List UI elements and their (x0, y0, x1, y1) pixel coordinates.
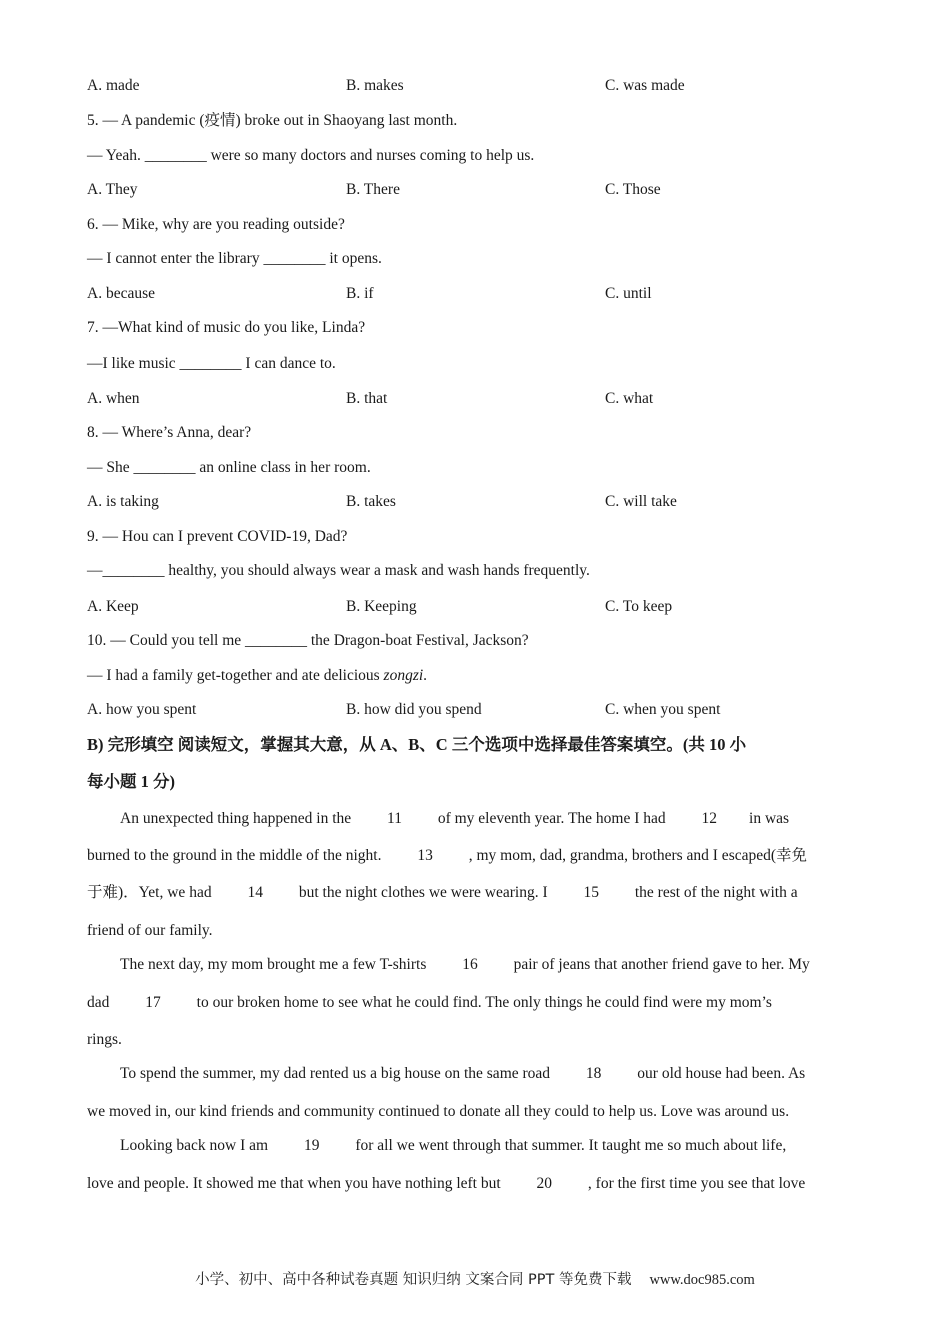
blank-number: 16 (462, 956, 478, 973)
q5-option-c: C. Those (605, 181, 661, 198)
blank-number: 14 (247, 884, 263, 901)
q10-option-b: B. how did you spend (346, 701, 482, 718)
footer-text: 小学、初中、高中各种试卷真题 知识归纳 文案合同 PPT 等免费下载 (195, 1272, 632, 1288)
q6-question: 6. — Mike, why are you reading outside? (87, 216, 345, 233)
text: , for the first time you see that love (584, 1175, 806, 1192)
passage-p2-line1 (120, 955, 896, 975)
q10-answer-pre: — I had a family get-together and ate delicious (87, 667, 384, 684)
page-footer (0, 1270, 950, 1290)
text: of my eleventh year. The home I had (433, 810, 670, 827)
passage-p4-line1 (120, 1136, 896, 1156)
q10-answer (87, 666, 427, 686)
text: Looking back now I am (120, 1137, 272, 1154)
blank-number: 17 (145, 994, 161, 1011)
cloze-blank-15 (551, 883, 631, 903)
q7-option-b: B. that (346, 390, 388, 407)
passage-p3-line2: we moved in, our kind friends and community continued to donate all they could to help us. Love was around us. (87, 1103, 790, 1120)
q7-option-a: A. when (87, 390, 140, 407)
q10-option-c: C. when you spent (605, 701, 721, 718)
passage-p1-line2 (87, 846, 863, 866)
q5-option-b: B. There (346, 181, 400, 198)
cloze-blank-20 (505, 1174, 585, 1194)
blank-number: 20 (536, 1175, 553, 1192)
text: dad (87, 994, 114, 1011)
q7-question: 7. —What kind of music do you like, Linda? (87, 319, 366, 336)
text: but the night clothes we were wearing. I (294, 884, 552, 901)
q5-answer: — Yeah. ________ were so many doctors and nurses coming to help us. (87, 147, 535, 164)
blank-number: 18 (585, 1065, 602, 1082)
passage-p1-line1 (120, 809, 896, 829)
q9-answer: —________ healthy, you should always wear a mask and wash hands frequently. (87, 562, 590, 579)
blank-number: 11 (387, 810, 402, 827)
q6-option-c: C. until (605, 285, 652, 302)
text: To spend the summer, my dad rented us a big house on the same road (120, 1065, 554, 1082)
passage-p4-line2 (87, 1174, 863, 1194)
text: pair of jeans that another friend gave to her. My (509, 956, 810, 973)
q4-option-b: B. makes (346, 77, 404, 94)
cloze-blank-17 (113, 993, 193, 1013)
text: our old house had been. As (633, 1065, 806, 1082)
text: in was (749, 810, 790, 827)
text: burned to the ground in the middle of the night. (87, 847, 386, 864)
passage-p2-line3: rings. (87, 1031, 122, 1048)
passage-p1-line3 (87, 883, 863, 903)
cloze-blank-13 (385, 846, 465, 866)
text: The next day, my mom brought me a few T-shirts (120, 956, 431, 973)
passage-p2-line2 (87, 993, 863, 1013)
q9-question: 9. — Hou can I prevent COVID-19, Dad? (87, 528, 348, 545)
q5-option-a: A. They (87, 181, 138, 198)
footer-url-link[interactable]: www.doc985.com (649, 1272, 755, 1288)
text: for all we went through that summer. It taught me so much about life, (351, 1137, 787, 1154)
q8-option-b: B. takes (346, 493, 396, 510)
text: An unexpected thing happened in the (120, 810, 356, 827)
cloze-blank-18 (554, 1064, 634, 1084)
q8-option-c: C. will take (605, 493, 677, 510)
q9-option-a: A. Keep (87, 598, 139, 615)
q7-option-c: C. what (605, 390, 654, 407)
passage-p3-line1 (120, 1064, 896, 1084)
q4-option-a: A. made (87, 77, 140, 94)
q10-answer-post: . (423, 667, 428, 684)
q9-option-c: C. To keep (605, 598, 673, 615)
q6-option-b: B. if (346, 285, 374, 302)
q10-option-a: A. how you spent (87, 701, 197, 718)
passage-p1-line4: friend of our family. (87, 922, 213, 939)
blank-number: 13 (417, 847, 433, 864)
blank-number: 15 (583, 884, 599, 901)
blank-number: 12 (701, 810, 718, 827)
q10-answer-italic: zongzi (383, 667, 424, 684)
q10-question: 10. — Could you tell me ________ the Dragon-boat Festival, Jackson? (87, 632, 529, 649)
cloze-blank-11 (355, 809, 434, 829)
q8-answer: — She ________ an online class in her room. (87, 459, 371, 476)
q9-option-b: B. Keeping (346, 598, 417, 615)
q8-option-a: A. is taking (87, 493, 159, 510)
cloze-blank-19 (272, 1136, 352, 1156)
text: 于难)．Yet, we had (87, 884, 216, 901)
text: the rest of the night with a (630, 884, 798, 901)
text: to our broken home to see what he could find. The only things he could find were my mom’s (192, 994, 772, 1011)
text: , my mom, dad, grandma, brothers and I escaped(幸免 (464, 847, 808, 864)
q5-question: 5. — A pandemic (疫情) broke out in Shaoyang last month. (87, 112, 458, 129)
cloze-blank-16 (430, 955, 510, 975)
q6-option-a: A. because (87, 285, 155, 302)
cloze-blank-12 (670, 809, 750, 829)
q8-question: 8. — Where’s Anna, dear? (87, 424, 252, 441)
q6-answer: — I cannot enter the library ________ it opens. (87, 250, 382, 267)
q7-answer: —I like music ________ I can dance to. (87, 355, 336, 372)
cloze-blank-14 (215, 883, 295, 903)
q4-option-c: C. was made (605, 77, 685, 94)
text: love and people. It showed me that when you have nothing left but (87, 1175, 505, 1192)
section-b-heading-line1: B) 完形填空 阅读短文，掌握其大意，从 A、B、C 三个选项中选择最佳答案填空。(共 10 小 (87, 735, 747, 754)
blank-number: 19 (303, 1137, 320, 1154)
section-b-heading-line2: 每小题 1 分) (87, 772, 175, 791)
